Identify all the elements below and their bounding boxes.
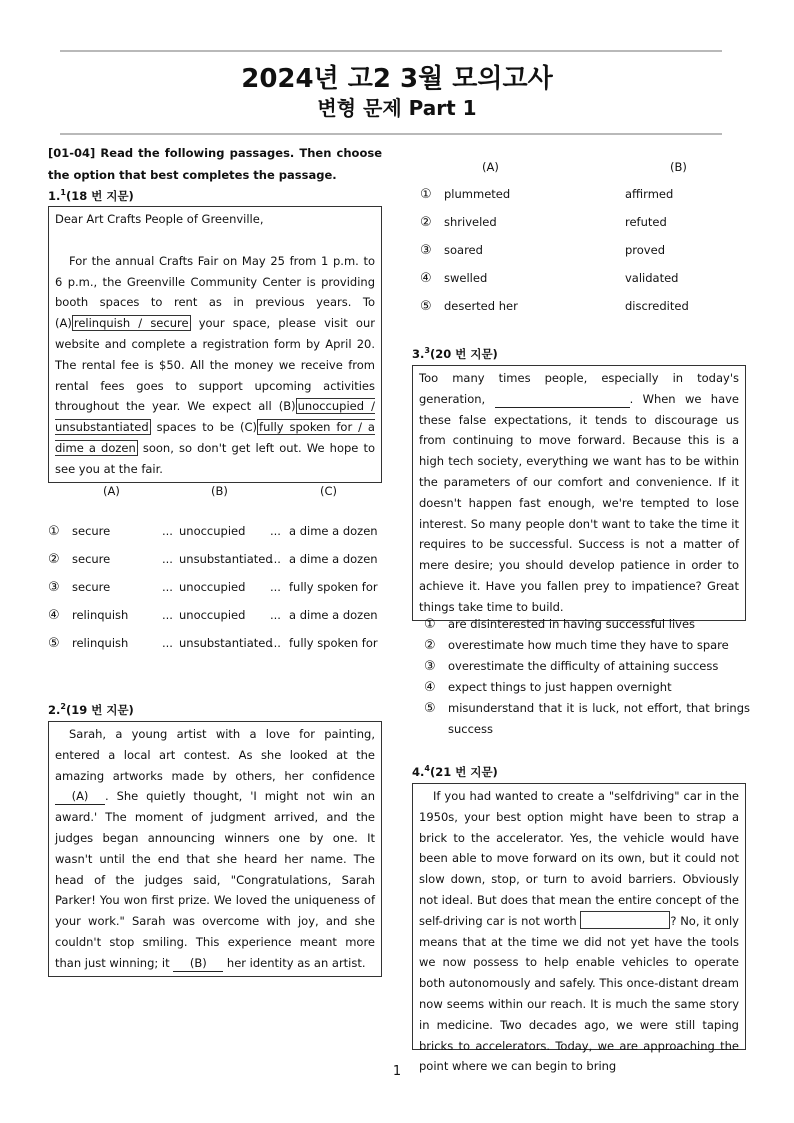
q3-option-4-number: ④ bbox=[424, 680, 436, 695]
q3-passage-box bbox=[412, 365, 746, 621]
q1-option-5-c: fully spoken for bbox=[289, 636, 378, 650]
q1-text-3: spaces to be (C) bbox=[150, 420, 258, 435]
q2-text-2: . She quietly thought, 'I might not win an award.' The moment of judgment arrived, and the judges began announcing winners one by one. It wasn't until the end that she heard her name. The head of the judges said, "Congratulations, Sarah Parker! You won first prize. We loved the uniqueness of your work." Sarah was overcome with joy, and she couldn't stop smiling. This experience meant more than just winning; it bbox=[55, 789, 375, 970]
left-column bbox=[48, 142, 382, 483]
q3-text-1: Too many times people, especially in today's generation, bbox=[419, 371, 739, 406]
q2-footnote: 2 bbox=[60, 702, 66, 712]
instructions: [01-04] Read the following passages. Then choose the option that best completes the passage. bbox=[48, 146, 382, 182]
q4-heading bbox=[412, 764, 746, 780]
q1-option-3-sep1: ... bbox=[162, 580, 173, 594]
q3-option-3-number: ③ bbox=[424, 659, 436, 674]
q1-choice-box-c: fully spoken for / a dime a dozen bbox=[55, 420, 375, 455]
page-subtitle: 변형 문제 Part 1 bbox=[317, 96, 477, 120]
q1-option-5-a: relinquish bbox=[72, 636, 129, 650]
q1-option-5-sep2: ... bbox=[270, 636, 281, 650]
q2-option-1-b: affirmed bbox=[625, 187, 674, 201]
page-number: 1 bbox=[392, 1064, 402, 1079]
q2-option-5-a: deserted her bbox=[444, 299, 518, 313]
q1-option-3-sep2: ... bbox=[270, 580, 281, 594]
q3-option-5[interactable] bbox=[424, 698, 750, 740]
q1-header-c: (C) bbox=[320, 484, 338, 498]
q4-footnote: 4 bbox=[424, 764, 430, 774]
q3-options bbox=[424, 614, 750, 740]
q2-header-a: (A) bbox=[482, 160, 499, 174]
q2-option-3-number: ③ bbox=[420, 243, 432, 258]
q4-number: 4. bbox=[412, 765, 425, 779]
q1-greeting: Dear Art Crafts People of Greenville, bbox=[55, 212, 264, 226]
q1-number: 1. bbox=[48, 189, 61, 203]
q3-tag: (20 번 지문) bbox=[429, 347, 498, 361]
q1-option-5-b: unsubstantiated bbox=[179, 636, 273, 650]
q2-text-3: her identity as an artist. bbox=[223, 955, 366, 970]
q4-section bbox=[412, 764, 746, 1074]
q2-blank-b: (B) bbox=[173, 956, 223, 972]
q1-option-2-b: unsubstantiated bbox=[179, 552, 273, 566]
q3-option-1[interactable] bbox=[424, 614, 750, 635]
q1-option-4-number: ④ bbox=[48, 608, 60, 623]
q1-option-5-sep1: ... bbox=[162, 636, 173, 650]
q1-option-1-sep1: ... bbox=[162, 524, 173, 538]
q3-option-3-text: overestimate the difficulty of attaining success bbox=[448, 659, 719, 673]
q2-heading bbox=[48, 702, 382, 718]
q2-number: 2. bbox=[48, 703, 61, 717]
q2-option-4-a: swelled bbox=[444, 271, 488, 285]
q1-option-3-c: fully spoken for bbox=[289, 580, 378, 594]
q1-option-4-b: unoccupied bbox=[179, 608, 246, 622]
q1-option-3-a: secure bbox=[72, 580, 111, 594]
q4-text-1: If you had wanted to create a "selfdriving" car in the 1950s, your best option might have been to strap a brick to the accelerator. Yes, the vehicle would have been able to move forward on its own, but it could not slow down, stop, or turn to avoid barriers. Obviously not ideal. But does that mean the entire concept of the self-driving car is not worth bbox=[419, 789, 739, 928]
q3-number: 3. bbox=[412, 347, 425, 361]
q3-option-2-text: overestimate how much time they have to spare bbox=[448, 638, 729, 652]
q1-option-2-a: secure bbox=[72, 552, 111, 566]
q2-text-1: Sarah, a young artist with a love for painting, entered a local art contest. As she looked at the amazing artworks made by others, her confidence bbox=[55, 727, 375, 783]
q1-heading bbox=[48, 188, 382, 204]
q1-passage-box bbox=[48, 206, 382, 483]
q1-option-4-c: a dime a dozen bbox=[289, 608, 378, 622]
q1-option-2-sep2: ... bbox=[270, 552, 281, 566]
q1-option-4-a: relinquish bbox=[72, 608, 129, 622]
q2-section bbox=[48, 702, 382, 977]
q1-option-1-sep2: ... bbox=[270, 524, 281, 538]
q2-passage-box bbox=[48, 721, 382, 977]
q1-option-3-number: ③ bbox=[48, 580, 60, 595]
q2-option-2-a: shriveled bbox=[444, 215, 497, 229]
q2-option-3-b: proved bbox=[625, 243, 665, 257]
q2-option-5-number: ⑤ bbox=[420, 299, 432, 314]
q1-option-4-sep1: ... bbox=[162, 608, 173, 622]
q1-header-b: (B) bbox=[211, 484, 228, 498]
q1-option-2-number: ② bbox=[48, 552, 60, 567]
q3-option-1-number: ① bbox=[424, 617, 436, 632]
q1-header-a: (A) bbox=[103, 484, 120, 498]
q1-text-1: For the annual Crafts Fair on May 25 from 1 p.m. to 6 p.m., the Greenville Community Center is providing booth spaces to rent as in previous years. To (A) bbox=[55, 253, 375, 331]
q3-option-3[interactable] bbox=[424, 656, 750, 677]
q3-option-2-number: ② bbox=[424, 638, 436, 653]
q1-option-1-b: unoccupied bbox=[179, 524, 246, 538]
q2-option-2-b: refuted bbox=[625, 215, 667, 229]
q2-option-4-number: ④ bbox=[420, 271, 432, 286]
q1-option-4-sep2: ... bbox=[270, 608, 281, 622]
q3-heading bbox=[412, 346, 746, 362]
q1-footnote: 1 bbox=[60, 188, 66, 198]
q1-choice-box-a: relinquish / secure bbox=[73, 316, 189, 331]
q3-text-2: . When we have these false expectations, it tends to discourage us from continuing to move forward. Because this is a high tech society, everything we want has to be within the parameters of our comfort and convenience. If it doesn't happen fast enough, we're tempted to lose interest. So many people don't want to take the time it requires to be successful. Success is not a matter of mere desire; you should develop patience in order to achieve it. Have you fallen prey to impatience? Great things take time to build. bbox=[419, 391, 740, 614]
q1-text-2: your space, please visit our website and complete a registration form by April 20. The rental fee is $50. All the money we receive from rental fees goes to support upcoming activities throughout the year. We expect all (B) bbox=[55, 316, 375, 414]
q1-option-3-b: unoccupied bbox=[179, 580, 246, 594]
q1-choice-box-b: unoccupied / unsubstantiated bbox=[55, 399, 376, 435]
header-bottom-rule bbox=[60, 133, 722, 135]
q1-option-1-number: ① bbox=[48, 524, 60, 539]
q1-option-1-c: a dime a dozen bbox=[289, 524, 378, 538]
page-title: 2024년 고2 3월 모의고사 bbox=[241, 64, 553, 94]
q1-option-2-sep1: ... bbox=[162, 552, 173, 566]
q3-option-5-text: misunderstand that it is luck, not effort, that brings success bbox=[448, 701, 750, 736]
q1-option-1-a: secure bbox=[72, 524, 111, 538]
q1-option-2-c: a dime a dozen bbox=[289, 552, 378, 566]
q4-tag: (21 번 지문) bbox=[429, 765, 498, 779]
q3-blank bbox=[495, 392, 630, 408]
q4-text-2: ? No, it only means that at the time we did not yet have the tools we now possess to help enable vehicles to operate both autonomously and safely. This once-distant dream now seems within our reach. It is much the same story in medicine. Two decades ago, we were still taping bricks to accelerators. Today, we are approaching the point where we can begin to bring bbox=[419, 913, 739, 1074]
q1-passage bbox=[55, 251, 375, 480]
q2-header-b: (B) bbox=[670, 160, 687, 174]
q2-option-1-a: plummeted bbox=[444, 187, 511, 201]
q3-option-1-text: are disinterested in having successful lives bbox=[448, 617, 696, 631]
q3-section bbox=[412, 346, 746, 621]
q2-option-3-a: soared bbox=[444, 243, 483, 257]
q2-option-1-number: ① bbox=[420, 187, 432, 202]
q4-blank-box bbox=[580, 911, 670, 929]
q4-passage-box bbox=[412, 783, 746, 1074]
q2-blank-a: (A) bbox=[55, 789, 105, 805]
q2-tag: (19 번 지문) bbox=[65, 703, 134, 717]
q3-option-2[interactable] bbox=[424, 635, 750, 656]
q1-text-4: soon, so don't get left out. We hope to see you at the fair. bbox=[55, 440, 375, 476]
top-rule bbox=[60, 50, 722, 52]
q2-option-4-b: validated bbox=[625, 271, 679, 285]
q1-option-5-number: ⑤ bbox=[48, 636, 60, 651]
q3-option-5-number: ⑤ bbox=[424, 701, 436, 716]
q1-tag: (18 번 지문) bbox=[65, 189, 134, 203]
q2-option-2-number: ② bbox=[420, 215, 432, 230]
q2-option-5-b: discredited bbox=[625, 299, 689, 313]
q3-option-4-text: expect things to just happen overnight bbox=[448, 680, 672, 694]
q3-footnote: 3 bbox=[424, 346, 430, 356]
q3-option-4[interactable] bbox=[424, 677, 750, 698]
